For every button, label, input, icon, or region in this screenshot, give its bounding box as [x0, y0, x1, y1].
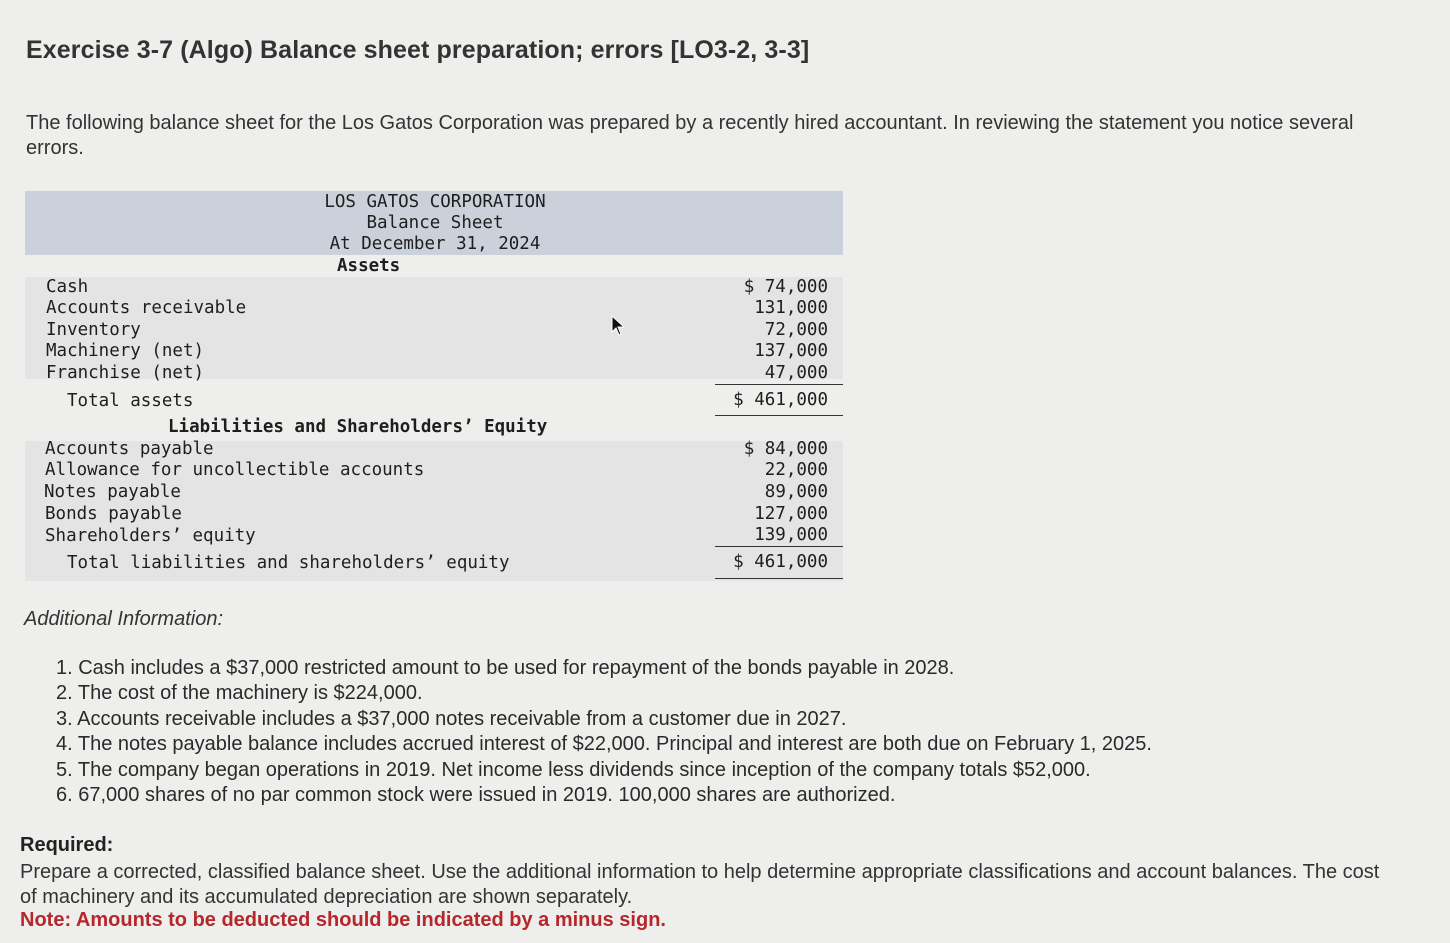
liability-amount: $ 84,000 — [743, 439, 828, 459]
asset-amount: 137,000 — [754, 341, 828, 361]
asset-label: Inventory — [46, 320, 141, 340]
total-rule — [715, 578, 843, 579]
liability-label: Accounts payable — [45, 439, 214, 459]
total-assets-label: Total assets — [67, 391, 194, 411]
asset-amount: $ 74,000 — [743, 277, 828, 297]
asset-label: Franchise (net) — [46, 363, 205, 383]
assets-heading: Assets — [337, 256, 401, 276]
liabilities-heading: Liabilities and Shareholders’ Equity — [168, 417, 548, 437]
liability-amount: 139,000 — [754, 525, 828, 545]
asset-label: Cash — [46, 277, 89, 297]
liability-amount: 89,000 — [764, 482, 828, 502]
required-heading: Required: — [20, 834, 114, 856]
asset-label: Machinery (net) — [46, 341, 205, 361]
list-item: 3. Accounts receivable includes a $37,000 notes receivable from a customer due in 2027. — [56, 707, 847, 730]
list-item: 2. The cost of the machinery is $224,000. — [56, 682, 423, 705]
additional-info-heading: Additional Information: — [24, 608, 224, 630]
note-text: Note: Amounts to be deducted should be indicated by a minus sign. — [20, 909, 666, 931]
total-liabilities-amount: $ 461,000 — [733, 552, 828, 572]
list-item: 1. Cash includes a $37,000 restricted amount to be used for repayment of the bonds payable in 2028. — [56, 657, 955, 679]
balance-sheet — [25, 191, 843, 582]
asset-label: Accounts receivable — [46, 298, 247, 318]
exercise-title: Exercise 3-7 (Algo) Balance sheet preparation; errors [LO3-2, 3-3] — [26, 36, 810, 64]
liability-amount: 22,000 — [764, 460, 828, 480]
statement-name: Balance Sheet — [366, 213, 504, 233]
subtotal-rule — [715, 384, 843, 385]
total-liabilities-label: Total liabilities and shareholders’ equity — [67, 553, 510, 573]
required-text: Prepare a corrected, classified balance sheet. Use the additional information to help determine appropriate classifications and account balances. The cost of machinery and its accumulated depreciation are shown separately. — [20, 861, 1380, 908]
subtotal-rule — [715, 546, 843, 547]
liability-label: Bonds payable — [45, 504, 182, 524]
liability-label: Allowance for uncollectible accounts — [45, 460, 425, 480]
asset-amount: 131,000 — [754, 298, 828, 318]
liability-amount: 127,000 — [754, 504, 828, 524]
asset-amount: 72,000 — [764, 320, 828, 340]
total-assets-amount: $ 461,000 — [733, 390, 828, 410]
list-item: 6. 67,000 shares of no par common stock were issued in 2019. 100,000 shares are authorized. — [56, 784, 896, 807]
liability-label: Notes payable — [44, 482, 181, 502]
asset-amount: 47,000 — [764, 363, 828, 383]
total-rule — [715, 415, 843, 416]
list-item: 4. The notes payable balance includes accrued interest of $22,000. Principal and interest are both due on February 1, 2025. — [56, 733, 1152, 756]
additional-info-list — [56, 656, 1356, 808]
company-name: LOS GATOS CORPORATION — [324, 192, 546, 212]
list-item: 5. The company began operations in 2019. Net income less dividends since inception of the company totals $52,000. — [56, 758, 1091, 781]
mouse-pointer-icon — [611, 315, 625, 337]
liability-label: Shareholders’ equity — [45, 526, 256, 546]
statement-date: At December 31, 2024 — [329, 234, 541, 254]
intro-text: The following balance sheet for the Los Gatos Corporation was prepared by a recently hired accountant. In reviewing the statement you notice several errors. — [26, 112, 1354, 159]
